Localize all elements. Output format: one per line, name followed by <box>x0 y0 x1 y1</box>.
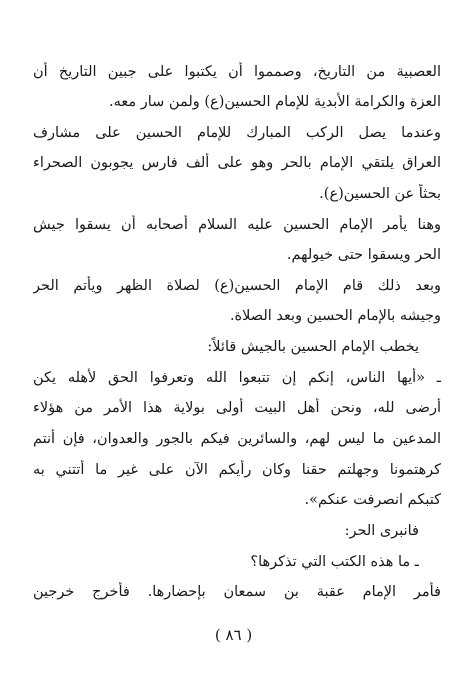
text-line: فانبرى الحر: <box>344 523 419 539</box>
text-line: وبعد ذلك قام الإمام الحسين(ع) لصلاة الظهر ويأتم الحر <box>33 278 441 294</box>
text-line: كرهتمونا وجهلتم حقنا وكان رأيكم الآن على غير ما أتتني به <box>33 462 441 478</box>
text-line: العزة والكرامة الأبدية للإمام الحسين(ع) ولمن سار معه. <box>109 94 441 110</box>
text-line: يخطب الإمام الحسين بالجيش قائلاً: <box>207 339 419 355</box>
text-line: وهنا يأمر الإمام الحسين عليه السلام أصحابه أن يسقوا جيش <box>33 217 441 233</box>
text-line: وعندما يصل الركب المبارك للإمام الحسين على مشارف <box>33 125 441 141</box>
text-line: ـ ما هذه الكتب التي تذكرها؟ <box>250 554 419 570</box>
text-line: أرضى لله، ونحن أهل البيت أولى بولاية هذا الأمر من هؤلاء <box>33 400 441 416</box>
text-line: المدعين ما ليس لهم، والسائرين فيكم بالجور والعدوان، فإن أنتم <box>33 431 441 447</box>
text-line: وجيشه بالإمام الحسين وبعد الصلاة. <box>229 308 441 324</box>
text-line: العراق يلتقي الإمام بالحر وهو على ألف فارس يجوبون الصحراء <box>33 155 441 171</box>
text-line: ـ «أيها الناس، إنكم إن تتبعوا الله وتعرفوا الحق لأهله يكن <box>33 370 441 386</box>
text-line: فأمر الإمام عقبة بن سمعان بإحضارها. فأخرج خرجين <box>33 584 441 600</box>
text-line: بحثاً عن الحسين(ع). <box>319 186 441 202</box>
text-line: العصبية من التاريخ، وصمموا أن يكتبوا على جبين التاريخ أن <box>33 64 441 80</box>
text-line: الحر ويسقوا حتى خيولهم. <box>286 247 441 263</box>
page-number: ( ٨٦ ) <box>214 626 253 644</box>
text-line: كتبكم انصرفت عنكم». <box>304 492 441 508</box>
